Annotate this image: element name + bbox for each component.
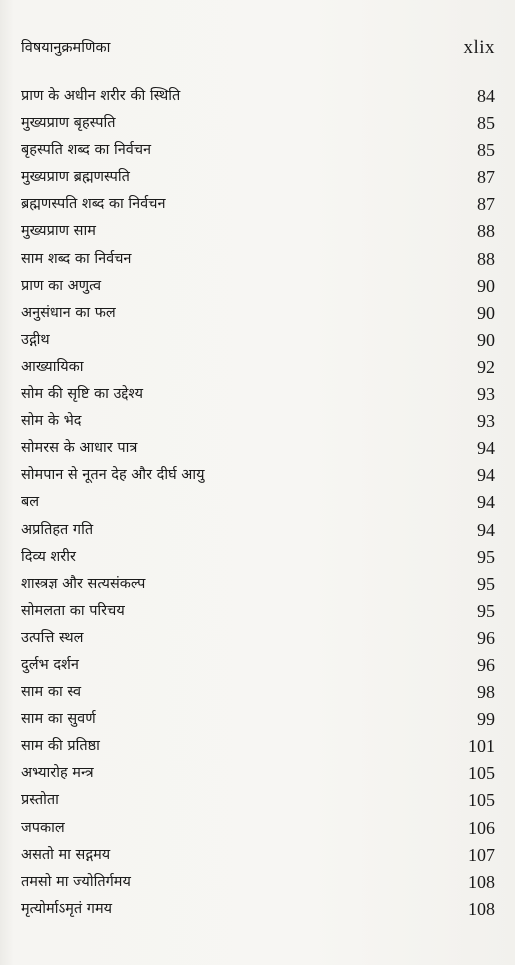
toc-entry-title: शास्त्रज्ञ और सत्यसंकल्प (21, 575, 146, 592)
toc-entry-page-number: 106 (468, 817, 495, 838)
toc-entry-title: सोम की सृष्टि का उद्देश्य (21, 386, 144, 403)
toc-entry (21, 679, 495, 706)
toc-entry-page-number: 90 (477, 329, 495, 350)
toc-entry-page-number: 94 (477, 438, 495, 459)
toc-entry-page-number: 96 (477, 627, 495, 648)
toc-entry-title: तमसो मा ज्योतिर्गमय (21, 873, 131, 890)
toc-entry (21, 544, 495, 571)
toc-entry-title: मुख्यप्राण साम (21, 223, 96, 240)
toc-entry-page-number: 84 (477, 86, 495, 106)
toc-entry (21, 598, 495, 625)
toc-entry (21, 191, 495, 218)
toc-entry (21, 625, 495, 652)
toc-entry-page-number: 107 (468, 844, 495, 865)
toc-entry-page-number: 98 (477, 682, 495, 703)
toc-entry (21, 137, 495, 164)
toc-entry-title: बृहस्पति शब्द का निर्वचन (21, 142, 152, 159)
toc-entry-page-number: 85 (477, 140, 495, 161)
toc-entry-page-number: 105 (468, 790, 495, 811)
toc-entry-page-number: 95 (477, 573, 495, 594)
toc-entry-title: आख्यायिका (21, 358, 84, 375)
toc-entry-page-number: 99 (477, 709, 495, 730)
toc-entry-page-number: 90 (477, 275, 495, 296)
toc-entry-title: अप्रतिहत गति (21, 521, 94, 538)
toc-entry (21, 842, 495, 869)
toc-entry-title: मृत्योर्माऽमृतं गमय (21, 900, 113, 917)
toc-entry-page-number: 93 (477, 411, 495, 432)
toc-entry-title: अभ्यारोह मन्त्र (21, 765, 94, 782)
toc-entry-title: साम का स्व (21, 684, 82, 701)
toc-entry-title: साम शब्द का निर्वचन (21, 250, 132, 267)
toc-entry-title: सोमरस के आधार पात्र (21, 440, 138, 457)
toc-entry-title: ब्रह्मणस्पति शब्द का निर्वचन (21, 196, 166, 213)
toc-entry (21, 489, 495, 516)
toc-entry-page-number: 108 (468, 898, 495, 919)
toc-entry (21, 327, 495, 354)
toc-entry-title: साम का सुवर्ण (21, 711, 96, 728)
toc-entry-page-number: 96 (477, 654, 495, 675)
toc-entry (21, 462, 495, 489)
page-number: xlix (463, 37, 495, 58)
toc-entry-page-number: 101 (468, 736, 495, 757)
toc-entry-page-number: 88 (477, 221, 495, 242)
toc-entry-title: उत्पत्ति स्थल (21, 629, 84, 646)
toc-entry-title: प्राण के अधीन शरीर की स्थिति (21, 88, 181, 104)
toc-entry (21, 706, 495, 733)
toc-entry-page-number: 95 (477, 600, 495, 621)
toc-entry (21, 815, 495, 842)
toc-entry-title: सोमलता का परिचय (21, 602, 125, 619)
table-of-contents (21, 83, 495, 923)
toc-entry-title: दुर्लभ दर्शन (21, 656, 79, 673)
toc-entry-title: प्रस्तोता (21, 792, 59, 809)
toc-entry-title: बल (21, 494, 40, 511)
toc-entry (21, 300, 495, 327)
toc-entry-page-number: 90 (477, 302, 495, 323)
toc-entry-title: सोम के भेद (21, 413, 82, 430)
toc-entry-title: प्राण का अणुत्व (21, 277, 102, 294)
toc-entry-title: जपकाल (21, 819, 65, 836)
toc-entry-title: असतो मा सद्गमय (21, 846, 111, 863)
toc-entry-page-number: 108 (468, 871, 495, 892)
toc-entry (21, 571, 495, 598)
toc-entry (21, 896, 495, 923)
toc-entry-page-number: 105 (468, 763, 495, 784)
toc-entry (21, 408, 495, 435)
toc-entry-page-number: 87 (477, 167, 495, 188)
toc-entry-page-number: 94 (477, 492, 495, 513)
toc-entry-page-number: 94 (477, 465, 495, 486)
toc-entry (21, 869, 495, 896)
toc-entry-page-number: 93 (477, 384, 495, 405)
section-title: विषयानुक्रमणिका (21, 40, 111, 56)
toc-entry-title: साम की प्रतिष्ठा (21, 738, 100, 755)
toc-entry-title: दिव्य शरीर (21, 548, 76, 565)
toc-entry (21, 354, 495, 381)
toc-entry (21, 652, 495, 679)
toc-entry-title: अनुसंधान का फल (21, 304, 116, 321)
toc-entry (21, 787, 495, 814)
toc-entry (21, 381, 495, 408)
toc-entry (21, 110, 495, 137)
toc-entry (21, 733, 495, 760)
toc-entry-page-number: 85 (477, 113, 495, 134)
toc-entry-title: उद्गीथ (21, 331, 50, 348)
toc-entry (21, 83, 495, 110)
toc-entry-page-number: 87 (477, 194, 495, 215)
toc-entry-title: सोमपान से नूतन देह और दीर्घ आयु (21, 467, 205, 484)
toc-entry (21, 435, 495, 462)
toc-entry-title: मुख्यप्राण ब्रह्मणस्पति (21, 169, 130, 186)
toc-entry (21, 246, 495, 273)
toc-entry (21, 760, 495, 787)
toc-entry (21, 164, 495, 191)
toc-entry-page-number: 95 (477, 546, 495, 567)
toc-entry (21, 218, 495, 245)
toc-entry-page-number: 88 (477, 248, 495, 269)
toc-entry-page-number: 94 (477, 519, 495, 540)
toc-entry-page-number: 92 (477, 356, 495, 377)
toc-entry (21, 517, 495, 544)
page-header (21, 36, 495, 60)
toc-entry-title: मुख्यप्राण बृहस्पति (21, 115, 116, 132)
toc-entry (21, 273, 495, 300)
